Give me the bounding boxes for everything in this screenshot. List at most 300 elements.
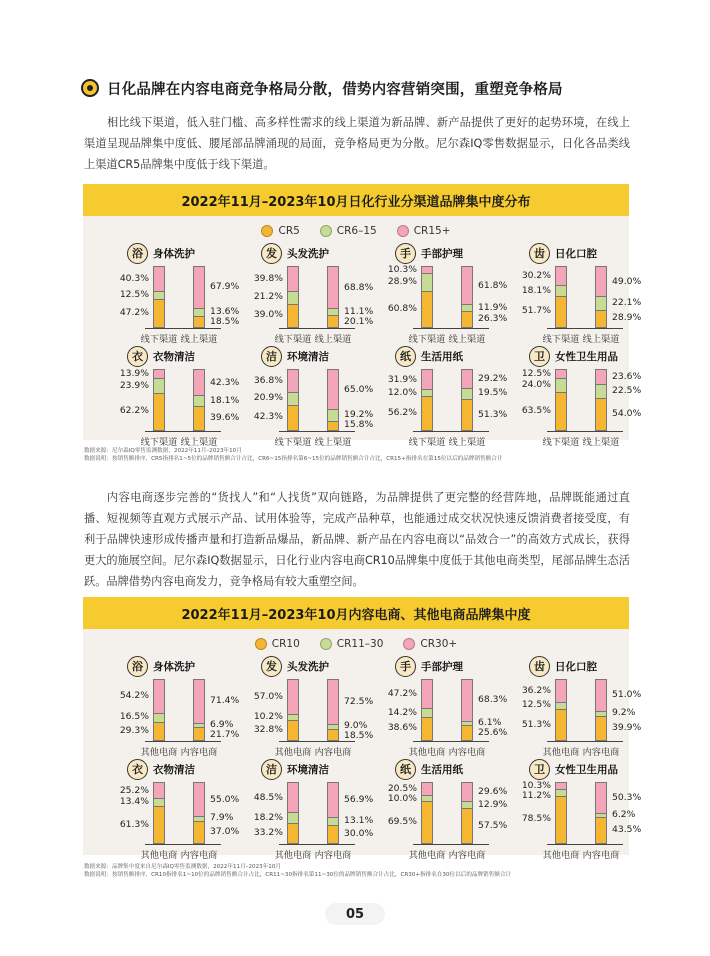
category-name: 衣物清洁 xyxy=(153,763,195,776)
category-chart xyxy=(507,655,642,759)
category-header xyxy=(261,655,329,677)
data-label: 30.0% xyxy=(344,828,374,839)
stacked-bar xyxy=(327,679,339,741)
data-label: 55.0% xyxy=(210,793,240,805)
legend-item-3 xyxy=(403,638,457,650)
data-label: 40.3% xyxy=(119,273,149,285)
stacked-bar xyxy=(461,369,473,431)
category-header xyxy=(127,655,195,677)
stacked-bar xyxy=(153,679,165,741)
x-axis-line xyxy=(413,741,489,742)
bar-segment-CR5 xyxy=(328,315,338,327)
data-label: 19.5% xyxy=(478,387,508,399)
bar-segment-CR6–15 xyxy=(462,388,472,400)
category-chart xyxy=(373,242,508,346)
data-label: 65.0% xyxy=(344,383,374,395)
data-label: 22.1% xyxy=(612,297,642,309)
bar-segment-CR6–15 xyxy=(328,409,338,421)
category-chart xyxy=(105,242,240,346)
bar-segment-CR6–15 xyxy=(596,384,606,397)
data-label: 24.0% xyxy=(521,378,551,390)
legend-item-1 xyxy=(261,225,299,237)
data-label: 12.5% xyxy=(521,699,551,711)
data-label: 15.8% xyxy=(344,419,374,431)
bar-segment-CR30+ xyxy=(422,680,432,708)
category-chart xyxy=(373,345,508,449)
data-definition-note: 数据说明：按销售额排序，CR10指排名1~10位的品牌销售额合计占比，CR11~30指排名第11~30位的品牌销售额合计占比，CR30+指排名在30位以后的品牌销售额合计 xyxy=(84,872,512,878)
stacked-bar xyxy=(193,679,205,741)
data-label: 47.2% xyxy=(119,306,149,318)
category-chart xyxy=(239,655,374,759)
data-label: 43.5% xyxy=(612,823,642,835)
data-label: 25.6% xyxy=(478,726,508,738)
data-source-note: 数据来源：品牌集中度来自尼尔森IQ零售监测数据，2022年11月–2023年10月 xyxy=(84,864,281,870)
data-label: 6.9% xyxy=(210,718,234,730)
bar-segment-CR30+ xyxy=(328,680,338,724)
data-label: 56.2% xyxy=(387,407,417,419)
legend-item-3 xyxy=(397,225,451,237)
data-label: 29.6% xyxy=(478,785,508,797)
data-label: 69.5% xyxy=(387,816,417,828)
x-axis-line xyxy=(547,741,623,742)
stacked-bar xyxy=(421,369,433,431)
data-label: 18.1% xyxy=(521,284,551,296)
bar-segment-CR30+ xyxy=(194,680,204,723)
chart-header: 2022年11月–2023年10月日化行业分渠道品牌集中度分布 xyxy=(83,184,629,216)
data-label: 57.5% xyxy=(478,819,508,831)
stacked-bar xyxy=(327,369,339,431)
x-tick-label: 其他电商 xyxy=(140,850,178,861)
category-header xyxy=(529,758,618,780)
data-label: 25.2% xyxy=(119,784,149,796)
x-tick-label: 其他电商 xyxy=(274,850,312,861)
bar-segment-CR6–15 xyxy=(154,378,164,392)
data-label: 39.0% xyxy=(253,309,283,321)
target-icon xyxy=(81,79,99,97)
stacked-bar xyxy=(193,782,205,844)
x-tick-label: 线下渠道 xyxy=(274,437,312,448)
data-label: 32.8% xyxy=(253,724,283,736)
x-tick-label: 内容电商 xyxy=(582,747,620,758)
stacked-bar xyxy=(461,782,473,844)
bar-segment-CR11–30 xyxy=(288,812,298,823)
tissue-icon: 纸 xyxy=(395,759,416,780)
body-wash-icon: 浴 xyxy=(127,656,148,677)
bar-segment-CR30+ xyxy=(194,783,204,816)
data-label: 72.5% xyxy=(344,695,374,707)
data-label: 33.2% xyxy=(253,827,283,839)
hand-care-icon: 手 xyxy=(395,656,416,677)
x-tick-label: 线下渠道 xyxy=(274,334,312,345)
bar-segment-CR10 xyxy=(462,808,472,843)
data-label: 36.2% xyxy=(521,684,551,696)
stacked-bar xyxy=(555,782,567,844)
category-name: 生活用纸 xyxy=(421,763,463,776)
x-axis-line xyxy=(145,844,221,845)
chart-notes xyxy=(84,447,502,463)
category-chart xyxy=(373,655,508,759)
data-label: 11.2% xyxy=(521,790,551,802)
data-label: 13.4% xyxy=(119,796,149,808)
legend-swatch xyxy=(320,225,332,237)
bar-segment-CR30+ xyxy=(288,680,298,714)
hair-care-icon: 发 xyxy=(261,656,282,677)
legend-label: CR11–30 xyxy=(336,638,384,650)
data-label: 51.3% xyxy=(478,408,508,420)
stacked-bar xyxy=(287,369,299,431)
bar-segment-CR15+ xyxy=(328,267,338,308)
data-label: 61.8% xyxy=(478,279,508,291)
oral-care-icon: 齿 xyxy=(529,243,550,264)
legend-swatch xyxy=(320,638,332,650)
category-name: 环境清洁 xyxy=(287,350,329,363)
bar-segment-CR5 xyxy=(288,304,298,327)
category-name: 手部护理 xyxy=(421,660,463,673)
stacked-bar xyxy=(153,782,165,844)
bar-segment-CR5 xyxy=(596,398,606,430)
bar-segment-CR15+ xyxy=(462,370,472,388)
bar-segment-CR30+ xyxy=(328,783,338,817)
x-axis-line xyxy=(413,844,489,845)
bar-segment-CR15+ xyxy=(154,267,164,291)
bar-segment-CR6–15 xyxy=(462,304,472,311)
category-header xyxy=(261,242,329,264)
stacked-bar xyxy=(555,266,567,328)
data-label: 10.3% xyxy=(521,780,551,792)
bar-segment-CR6–15 xyxy=(556,378,566,392)
category-name: 身体洗护 xyxy=(153,660,195,673)
x-tick-label: 内容电商 xyxy=(448,747,486,758)
stacked-bar xyxy=(595,679,607,741)
x-tick-label: 线上渠道 xyxy=(582,437,620,448)
category-name: 生活用纸 xyxy=(421,350,463,363)
bar-segment-CR6–15 xyxy=(328,308,338,315)
stacked-bar xyxy=(153,266,165,328)
category-name: 头发洗护 xyxy=(287,247,329,260)
data-label: 10.2% xyxy=(253,711,283,723)
category-name: 衣物清洁 xyxy=(153,350,195,363)
x-tick-label: 内容电商 xyxy=(582,850,620,861)
data-definition-note: 数据说明：按销售额排序，CR5指排名1~5位的品牌销售额合计占比，CR6~15指排名第6~15位的品牌销售额合计占比，CR15+指排名在第15位以后的品牌销售额合计 xyxy=(84,456,503,462)
x-tick-label: 线上渠道 xyxy=(448,437,486,448)
category-header xyxy=(395,758,463,780)
category-name: 手部护理 xyxy=(421,247,463,260)
bar-segment-CR15+ xyxy=(194,267,204,308)
category-name: 身体洗护 xyxy=(153,247,195,260)
data-label: 26.3% xyxy=(478,313,508,325)
data-label: 13.6% xyxy=(210,305,240,317)
bar-segment-CR10 xyxy=(288,823,298,843)
x-axis-line xyxy=(547,328,623,329)
data-label: 18.2% xyxy=(253,811,283,823)
data-label: 21.7% xyxy=(210,728,240,740)
x-tick-label: 线上渠道 xyxy=(448,334,486,345)
bar-segment-CR15+ xyxy=(288,267,298,291)
category-header xyxy=(529,655,597,677)
category-chart xyxy=(105,758,240,862)
bar-segment-CR15+ xyxy=(154,370,164,378)
x-tick-label: 内容电商 xyxy=(314,850,352,861)
bar-segment-CR15+ xyxy=(462,267,472,304)
data-label: 23.9% xyxy=(119,379,149,391)
stacked-bar xyxy=(461,266,473,328)
x-axis-line xyxy=(145,431,221,432)
category-chart xyxy=(105,655,240,759)
home-cleaning-icon: 洁 xyxy=(261,759,282,780)
stacked-bar xyxy=(421,679,433,741)
bar-segment-CR6–15 xyxy=(288,392,298,405)
data-label: 36.8% xyxy=(253,375,283,387)
chart-legend xyxy=(83,225,629,237)
data-label: 13.1% xyxy=(344,815,374,827)
bar-segment-CR11–30 xyxy=(154,713,164,723)
x-axis-line xyxy=(145,328,221,329)
stacked-bar xyxy=(193,266,205,328)
x-tick-label: 线下渠道 xyxy=(140,437,178,448)
stacked-bar xyxy=(555,679,567,741)
bar-segment-CR6–15 xyxy=(288,291,298,304)
legend-item-2 xyxy=(320,638,384,650)
bar-segment-CR15+ xyxy=(596,267,606,296)
bar-segment-CR5 xyxy=(422,291,432,327)
data-label: 20.5% xyxy=(387,783,417,795)
bar-segment-CR5 xyxy=(154,299,164,327)
data-label: 63.5% xyxy=(521,404,551,416)
bar-segment-CR15+ xyxy=(194,370,204,395)
bar-segment-CR5 xyxy=(462,399,472,430)
data-label: 20.1% xyxy=(344,315,374,327)
data-label: 20.9% xyxy=(253,392,283,404)
x-tick-label: 线下渠道 xyxy=(542,334,580,345)
bar-segment-CR15+ xyxy=(556,267,566,285)
data-label: 39.6% xyxy=(210,412,240,424)
data-label: 31.9% xyxy=(387,373,417,385)
page-number: 05 xyxy=(325,903,385,925)
bar-segment-CR30+ xyxy=(154,783,164,798)
stacked-bar xyxy=(153,369,165,431)
bar-segment-CR10 xyxy=(596,817,606,843)
section-title xyxy=(81,77,563,99)
data-label: 42.3% xyxy=(210,376,240,388)
category-name: 女性卫生用品 xyxy=(555,763,618,776)
category-header xyxy=(529,242,597,264)
hair-care-icon: 发 xyxy=(261,243,282,264)
tissue-icon: 纸 xyxy=(395,346,416,367)
stacked-bar xyxy=(287,679,299,741)
x-tick-label: 线下渠道 xyxy=(408,437,446,448)
x-tick-label: 线上渠道 xyxy=(180,334,218,345)
legend-item-2 xyxy=(320,225,377,237)
chart-notes xyxy=(84,863,511,879)
bar-segment-CR5 xyxy=(194,316,204,327)
data-label: 62.2% xyxy=(119,405,149,417)
data-source-note: 数据来源：尼尔森IQ零售监测数据，2022年11月–2023年10月 xyxy=(84,448,242,454)
chart-legend xyxy=(83,638,629,650)
data-label: 18.5% xyxy=(210,315,240,327)
bar-segment-CR6–15 xyxy=(422,273,432,290)
data-label: 57.0% xyxy=(253,691,283,703)
bar-segment-CR10 xyxy=(422,801,432,843)
bar-segment-CR11–30 xyxy=(328,817,338,825)
stacked-bar xyxy=(595,369,607,431)
category-header xyxy=(127,758,195,780)
x-axis-line xyxy=(279,431,355,432)
data-label: 22.5% xyxy=(612,384,642,396)
category-chart xyxy=(507,758,642,862)
data-label: 12.5% xyxy=(119,288,149,300)
category-chart xyxy=(507,345,642,449)
data-label: 19.2% xyxy=(344,408,374,420)
bar-segment-CR5 xyxy=(556,296,566,327)
data-label: 6.1% xyxy=(478,716,502,728)
data-label: 11.1% xyxy=(344,305,374,317)
home-cleaning-icon: 洁 xyxy=(261,346,282,367)
bar-segment-CR5 xyxy=(154,393,164,430)
bar-segment-CR30+ xyxy=(462,783,472,801)
x-tick-label: 其他电商 xyxy=(542,747,580,758)
bar-segment-CR11–30 xyxy=(422,708,432,717)
data-label: 21.2% xyxy=(253,291,283,303)
legend-label: CR10 xyxy=(271,638,300,650)
data-label: 50.3% xyxy=(612,792,642,804)
x-axis-line xyxy=(279,844,355,845)
x-tick-label: 内容电商 xyxy=(180,747,218,758)
legend-item-1 xyxy=(255,638,300,650)
stacked-bar xyxy=(595,782,607,844)
bar-segment-CR10 xyxy=(556,796,566,843)
bar-segment-CR10 xyxy=(462,725,472,740)
bar-segment-CR5 xyxy=(194,406,204,430)
legend-swatch xyxy=(403,638,415,650)
x-tick-label: 其他电商 xyxy=(274,747,312,758)
x-axis-line xyxy=(547,431,623,432)
category-header xyxy=(395,345,463,367)
paragraph-content-ecommerce: 内容电商逐步完善的“货找人”和“人找货”双向链路，为品牌提供了更完整的经营阵地，品牌既能通过直播、短视频等直观方式展示产品、试用体验等，完成产品种草，也能通过成交状况快速反馈消费者接受度，有利于品牌快速形成传播声量和打造新品爆品，新品牌、新产品在内容电商以“品效合一”的高效方式成长，获得更大的施展空间。尼尔森IQ数据显示，日化行业内容电商CR10品牌集中度低于其他电商类型，尾部品牌生态活跃。品牌借势内容电商发力，竞争格局有较大重塑空间。 xyxy=(84,491,630,588)
bar-segment-CR10 xyxy=(556,709,566,740)
oral-care-icon: 齿 xyxy=(529,656,550,677)
data-label: 51.7% xyxy=(521,305,551,317)
data-label: 67.9% xyxy=(210,281,240,293)
chart-header: 2022年11月–2023年10月内容电商、其他电商品牌集中度 xyxy=(83,597,629,629)
bar-segment-CR6–15 xyxy=(556,285,566,296)
bar-segment-CR5 xyxy=(462,311,472,327)
data-label: 51.0% xyxy=(612,689,642,701)
data-label: 18.5% xyxy=(344,730,374,742)
bar-segment-CR15+ xyxy=(422,370,432,389)
bar-segment-CR15+ xyxy=(596,370,606,384)
category-header xyxy=(395,242,463,264)
data-label: 28.9% xyxy=(612,312,642,324)
category-header xyxy=(261,758,329,780)
feminine-care-icon: 卫 xyxy=(529,346,550,367)
bar-segment-CR30+ xyxy=(422,783,432,795)
category-name: 日化口腔 xyxy=(555,660,597,673)
stacked-bar xyxy=(555,369,567,431)
bar-segment-CR10 xyxy=(328,825,338,843)
x-tick-label: 其他电商 xyxy=(408,747,446,758)
x-axis-line xyxy=(547,844,623,845)
x-tick-label: 内容电商 xyxy=(180,850,218,861)
bar-segment-CR30+ xyxy=(462,680,472,721)
data-label: 11.9% xyxy=(478,301,508,313)
data-label: 54.0% xyxy=(612,407,642,419)
x-tick-label: 线下渠道 xyxy=(140,334,178,345)
legend-swatch xyxy=(255,638,267,650)
legend-label: CR6–15 xyxy=(336,225,377,237)
category-chart xyxy=(373,758,508,862)
bar-segment-CR6–15 xyxy=(154,291,164,299)
data-label: 29.2% xyxy=(478,372,508,384)
x-tick-label: 其他电商 xyxy=(140,747,178,758)
section-title-text: 日化品牌在内容电商竞争格局分散，借势内容营销突围，重塑竞争格局 xyxy=(107,81,563,98)
stacked-bar xyxy=(287,266,299,328)
paragraph-intro: 相比线下渠道，低入驻门槛、高多样性需求的线上渠道为新品牌、新产品提供了更好的起势环境，在线上渠道呈现品牌集中度低、腰尾部品牌涌现的局面，竞争格局更为分散。尼尔森IQ零售数据显示，日化各品类线上渠道CR5品牌集中度低于线下渠道。 xyxy=(84,116,630,171)
bar-segment-CR30+ xyxy=(596,783,606,813)
category-header xyxy=(261,345,329,367)
stacked-bar xyxy=(327,266,339,328)
bar-segment-CR15+ xyxy=(328,370,338,409)
data-label: 28.9% xyxy=(387,275,417,287)
legend-label: CR30+ xyxy=(420,638,458,650)
bar-segment-CR10 xyxy=(422,717,432,740)
bar-segment-CR10 xyxy=(154,722,164,740)
data-label: 48.5% xyxy=(253,791,283,803)
data-label: 39.8% xyxy=(253,272,283,284)
category-name: 日化口腔 xyxy=(555,247,597,260)
data-label: 68.3% xyxy=(478,694,508,706)
bar-segment-CR10 xyxy=(288,720,298,740)
data-label: 49.0% xyxy=(612,275,642,287)
bar-segment-CR11–30 xyxy=(556,789,566,796)
x-tick-label: 其他电商 xyxy=(542,850,580,861)
x-tick-label: 内容电商 xyxy=(314,747,352,758)
bar-segment-CR30+ xyxy=(596,680,606,711)
x-axis-line xyxy=(279,328,355,329)
x-tick-label: 内容电商 xyxy=(448,850,486,861)
x-tick-label: 线下渠道 xyxy=(542,437,580,448)
data-label: 12.5% xyxy=(521,367,551,379)
stacked-bar xyxy=(193,369,205,431)
data-label: 51.3% xyxy=(521,718,551,730)
x-axis-line xyxy=(145,741,221,742)
bar-segment-CR11–30 xyxy=(154,798,164,806)
bar-segment-CR30+ xyxy=(288,783,298,812)
data-label: 54.2% xyxy=(119,690,149,702)
data-label: 78.5% xyxy=(521,813,551,825)
bar-segment-CR15+ xyxy=(288,370,298,392)
laundry-icon: 衣 xyxy=(127,346,148,367)
data-label: 18.1% xyxy=(210,394,240,406)
data-label: 9.0% xyxy=(344,720,368,732)
data-label: 12.9% xyxy=(478,798,508,810)
category-name: 环境清洁 xyxy=(287,763,329,776)
data-label: 10.0% xyxy=(387,793,417,805)
bar-segment-CR5 xyxy=(556,392,566,430)
x-tick-label: 线上渠道 xyxy=(314,437,352,448)
data-label: 39.9% xyxy=(612,722,642,734)
data-label: 12.0% xyxy=(387,386,417,398)
stacked-bar xyxy=(421,782,433,844)
data-label: 10.3% xyxy=(387,264,417,276)
bar-segment-CR10 xyxy=(328,729,338,740)
bar-segment-CR6–15 xyxy=(422,389,432,396)
data-label: 37.0% xyxy=(210,825,240,837)
bar-segment-CR10 xyxy=(596,716,606,740)
category-chart xyxy=(239,242,374,346)
bar-segment-CR11–30 xyxy=(462,801,472,809)
category-header xyxy=(395,655,463,677)
bar-segment-CR10 xyxy=(154,806,164,843)
